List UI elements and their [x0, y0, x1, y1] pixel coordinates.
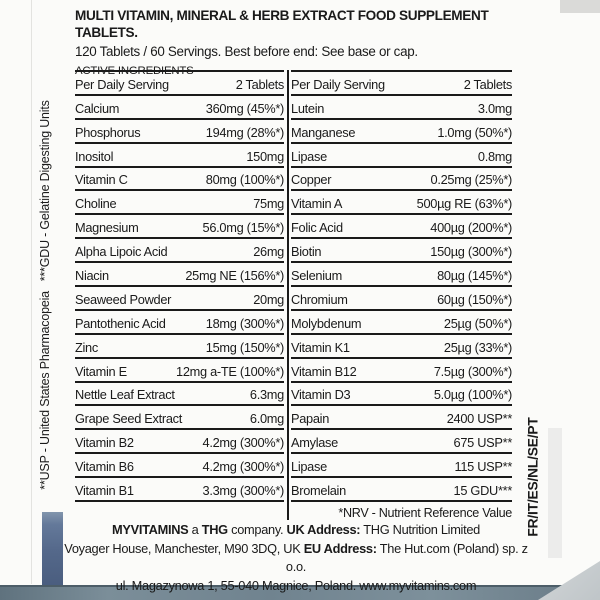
- ingredient-row: [75, 144, 284, 168]
- ingredient-value: 2400 USP**: [446, 411, 512, 427]
- per-daily-serving-label: Per Daily Serving: [291, 76, 385, 92]
- column-header-row: [291, 72, 512, 96]
- ingredient-row: [75, 120, 284, 144]
- brand-name: MYVITAMINS: [112, 522, 189, 537]
- ingredient-row: [75, 406, 284, 430]
- uk-address-detail: Voyager House, Manchester, M90 3DQ, UK: [64, 540, 304, 556]
- ingredient-value: 80mg (100%*): [205, 172, 284, 188]
- ingredient-value: 60µg (150%*): [437, 291, 512, 307]
- ingredient-row: [291, 287, 512, 311]
- ingredient-row: [291, 168, 512, 192]
- ingredient-name: Selenium: [291, 268, 342, 284]
- footer-line-3: ul. Magazynowa 1, 55-040 Magnice, Poland. www.myvitamins.com: [115, 577, 477, 593]
- ingredient-row: [291, 120, 512, 144]
- thg-name: THG: [201, 522, 228, 537]
- ingredient-value: 25µg (50%*): [443, 315, 512, 331]
- ingredient-row: [75, 383, 284, 407]
- ingredient-name: Calcium: [75, 100, 120, 116]
- ingredient-row: [291, 144, 512, 168]
- ingredient-row: [75, 215, 284, 239]
- ingredient-name: Seaweed Powder: [75, 291, 172, 307]
- ingredient-name: Biotin: [291, 244, 322, 260]
- ingredient-name: Papain: [291, 411, 330, 427]
- ingredient-row: [291, 478, 512, 502]
- ingredient-name: Vitamin D3: [291, 387, 351, 403]
- ingredient-row: [291, 239, 512, 263]
- ingredient-value: 18mg (300%*): [205, 315, 284, 331]
- footer-text: company.: [227, 522, 287, 537]
- ingredient-value: 6.0mg: [249, 411, 284, 427]
- ingredient-name: Vitamin B2: [75, 435, 134, 451]
- ingredient-row: [75, 239, 284, 263]
- ingredient-name: Copper: [291, 172, 332, 188]
- ingredient-name: Lutein: [291, 100, 325, 116]
- ingredient-name: Bromelain: [291, 483, 346, 499]
- ingredient-value: 25µg (33%*): [443, 339, 512, 355]
- tablets-count-label: 2 Tablets: [235, 76, 284, 92]
- ingredient-name: Vitamin B12: [291, 363, 357, 379]
- ingredient-row: [75, 287, 284, 311]
- ingredient-name: Choline: [75, 196, 117, 212]
- ingredient-value: 150mg: [246, 148, 284, 164]
- product-title: MULTI VITAMIN, MINERAL & HERB EXTRACT FOOD SUPPLEMENT TABLETS.: [75, 8, 489, 40]
- ingredient-value: 150µg (300%*): [430, 244, 512, 260]
- ingredients-table: [75, 70, 512, 520]
- ingredient-name: Molybdenum: [291, 315, 362, 331]
- active-ingredients-label: ACTIVE INGREDIENTS: [75, 65, 194, 77]
- eu-address-value: The Hut.com (Poland) sp. z o.o.: [285, 540, 528, 574]
- ingredient-row: [291, 359, 512, 383]
- servings-bestbefore-text: 120 Tablets / 60 Servings. Best before end: See base or cap.: [75, 44, 418, 59]
- ingredient-value: 4.2mg (300%*): [202, 435, 284, 451]
- ingredient-row: [291, 430, 512, 454]
- ingredient-value: 400µg (200%*): [430, 220, 512, 236]
- ingredient-row: [75, 478, 284, 502]
- ingredients-column-right: [291, 70, 512, 520]
- ingredient-row: [75, 454, 284, 478]
- ingredient-name: Niacin: [75, 268, 109, 284]
- ingredient-row: [291, 191, 512, 215]
- column-divider-line: [287, 70, 289, 520]
- ingredient-name: Lipase: [291, 148, 327, 164]
- ingredient-name: Vitamin C: [75, 172, 128, 188]
- top-right-corner-patch: [560, 0, 600, 13]
- ingredient-value: 12mg a-TE (100%*): [176, 363, 284, 379]
- ingredient-name: Vitamin A: [291, 196, 343, 212]
- ingredient-value: 360mg (45%*): [205, 100, 284, 116]
- ingredient-row: [291, 383, 512, 407]
- ingredient-value: 675 USP**: [453, 435, 512, 451]
- ingredient-value: 3.0mg: [477, 100, 512, 116]
- ingredient-row: [291, 263, 512, 287]
- footer-line-1: [55, 521, 537, 540]
- ingredient-value: 80µg (145%*): [437, 268, 512, 284]
- nrv-footnote: *NRV - Nutrient Reference Value: [338, 506, 512, 521]
- company-address-footer: [55, 521, 537, 595]
- ingredient-value: 4.2mg (300%*): [202, 459, 284, 475]
- tablets-count-label: 2 Tablets: [463, 76, 512, 92]
- ingredient-value: 75mg: [253, 196, 284, 212]
- ingredient-name: Zinc: [75, 339, 98, 355]
- ingredient-name: Folic Acid: [291, 220, 343, 236]
- ingredient-name: Phosphorus: [75, 124, 141, 140]
- right-edge-shading: [548, 428, 562, 558]
- label-header: [75, 7, 527, 78]
- ingredient-name: Vitamin B1: [75, 483, 134, 499]
- ingredient-value: 56.0mg (15%*): [202, 220, 284, 236]
- usp-gdu-definitions-vertical: **USP - United States Pharmacopeia ***GDU - Gelatine Digesting Units: [38, 100, 52, 490]
- column-header-row: [75, 72, 284, 96]
- ingredient-name: Vitamin B6: [75, 459, 134, 475]
- ingredient-name: Pantothenic Acid: [75, 315, 166, 331]
- uk-address-value: THG Nutrition Limited: [360, 522, 480, 537]
- ingredient-rows-right: [291, 96, 512, 502]
- ingredient-row: [75, 191, 284, 215]
- ingredient-value: 115 USP**: [454, 459, 512, 475]
- ingredient-value: 3.3mg (300%*): [202, 483, 284, 499]
- eu-address-label: EU Address:: [303, 540, 377, 556]
- ingredient-value: 26mg: [253, 244, 284, 260]
- ingredient-name: Vitamin E: [75, 363, 127, 379]
- ingredient-value: 25mg NE (156%*): [185, 268, 284, 284]
- ingredient-name: Alpha Lipoic Acid: [75, 244, 168, 260]
- ingredient-value: 6.3mg: [249, 387, 284, 403]
- ingredient-name: Amylase: [291, 435, 338, 451]
- ingredient-row: [75, 430, 284, 454]
- ingredient-name: Inositol: [75, 148, 114, 164]
- ingredient-row: [291, 406, 512, 430]
- ingredient-row: [75, 96, 284, 120]
- ingredient-name: Lipase: [291, 459, 327, 475]
- language-codes-vertical: FR/IT/ES/NL/SE/PT: [525, 417, 541, 537]
- ingredient-value: 5.0µg (100%*): [433, 387, 512, 403]
- ingredient-name: Magnesium: [75, 220, 139, 236]
- ingredient-value: 0.8mg: [477, 148, 512, 164]
- ingredient-value: 15mg (150%*): [205, 339, 284, 355]
- ingredient-value: 194mg (28%*): [205, 124, 284, 140]
- ingredient-row: [75, 359, 284, 383]
- ingredient-row: [75, 168, 284, 192]
- uk-address-label: UK Address:: [286, 522, 361, 537]
- ingredient-row: [75, 311, 284, 335]
- ingredient-row: [75, 335, 284, 359]
- ingredient-value: 0.25mg (25%*): [430, 172, 512, 188]
- ingredient-name: Chromium: [291, 291, 348, 307]
- ingredient-rows-left: [75, 96, 284, 502]
- ingredient-value: 15 GDU***: [453, 483, 512, 499]
- footer-line-2: [55, 540, 537, 577]
- ingredient-value: 7.5µg (300%*): [433, 363, 512, 379]
- ingredient-row: [291, 311, 512, 335]
- ingredient-row: [291, 96, 512, 120]
- ingredient-name: Grape Seed Extract: [75, 411, 182, 427]
- per-daily-serving-label: Per Daily Serving: [75, 76, 169, 92]
- ingredient-name: Nettle Leaf Extract: [75, 387, 175, 403]
- footer-text: a: [188, 522, 202, 537]
- label-fold-line: [31, 0, 32, 584]
- ingredients-column-left: [75, 70, 284, 520]
- ingredient-value: 500µg RE (63%*): [416, 196, 512, 212]
- ingredient-row: [75, 263, 284, 287]
- ingredient-value: 20mg: [253, 291, 284, 307]
- ingredient-row: [291, 454, 512, 478]
- ingredient-value: 1.0mg (50%*): [437, 124, 512, 140]
- ingredient-row: [291, 215, 512, 239]
- ingredient-name: Vitamin K1: [291, 339, 350, 355]
- ingredient-row: [291, 335, 512, 359]
- ingredient-name: Manganese: [291, 124, 356, 140]
